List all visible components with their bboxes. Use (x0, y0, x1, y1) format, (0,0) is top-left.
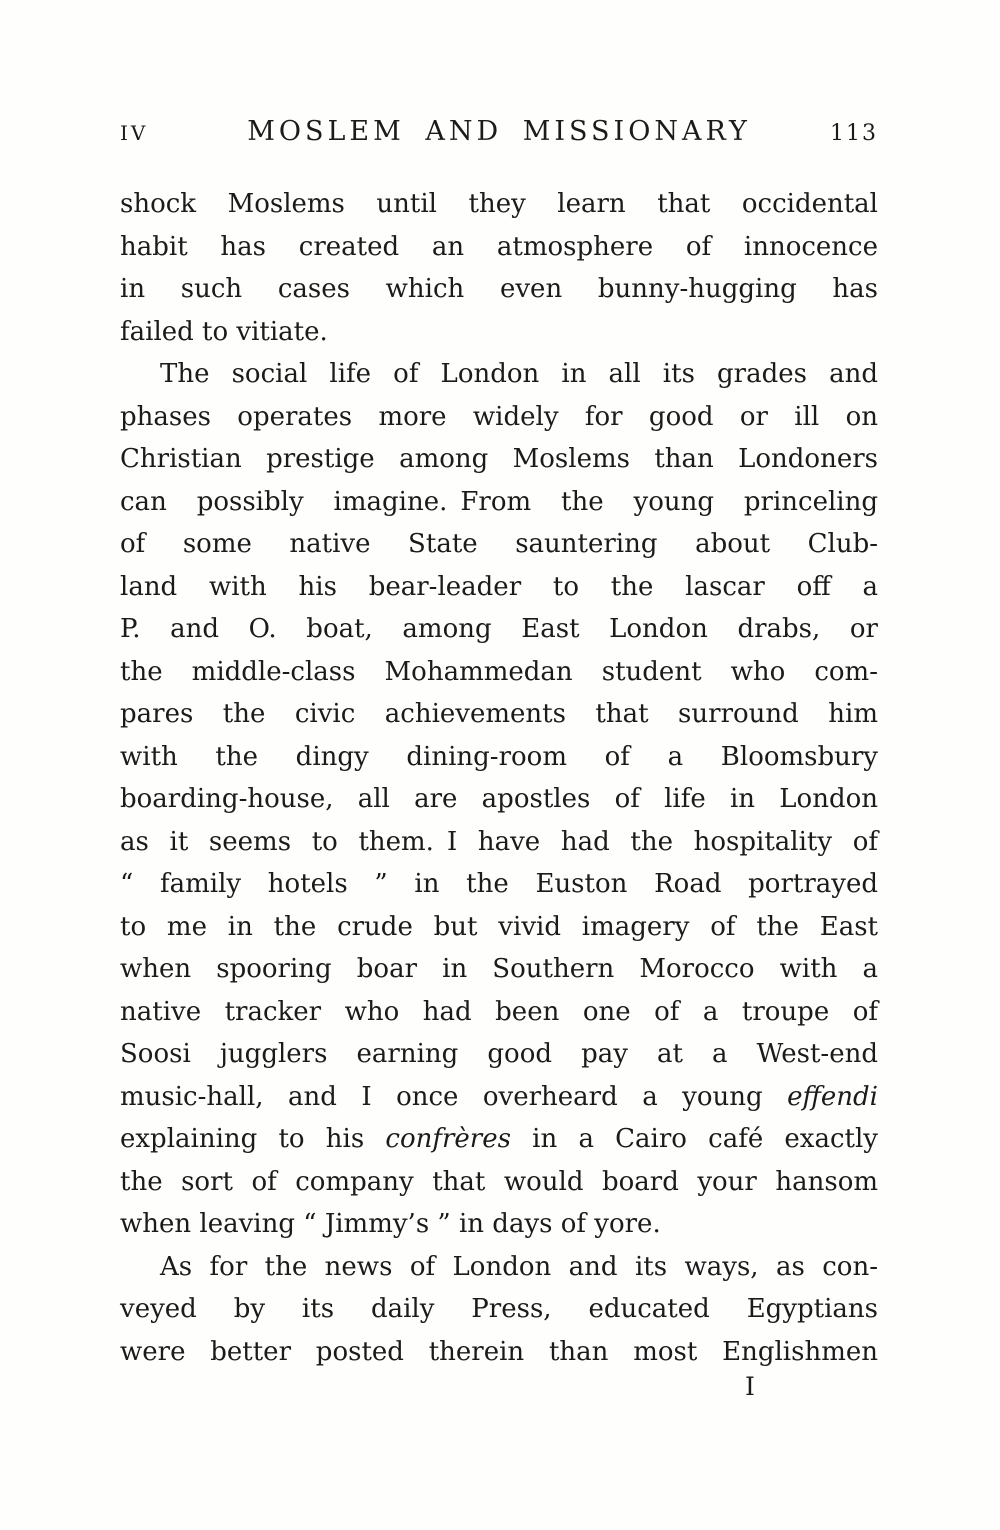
italic-text: confrères (385, 1124, 511, 1154)
text-segment: veyed by its daily Press, educated Egyptians (120, 1294, 878, 1324)
text-segment: native tracker who had been one of a troupe of (120, 996, 878, 1027)
text-line (120, 1076, 878, 1119)
text-segment: were better posted therein than most Englishmen (120, 1336, 878, 1367)
text-line (120, 481, 878, 524)
text-line (120, 863, 878, 906)
text-line (120, 566, 878, 609)
text-line (120, 523, 878, 566)
text-segment: As for the news of London and its ways, as con- (160, 1251, 878, 1282)
text-segment: explaining to his (120, 1124, 386, 1154)
text-line (120, 991, 878, 1034)
text-line (120, 1331, 878, 1374)
paragraph (120, 183, 878, 353)
text-segment: the middle-class Mohammedan student who com- (120, 656, 878, 687)
text-line (120, 948, 878, 991)
chapter-number: IV (120, 121, 149, 145)
text-line (120, 1033, 878, 1076)
text-line (120, 821, 878, 864)
text-segment: boarding-house, all are apostles of life in London (120, 784, 878, 814)
text-segment: when spooring boar in Southern Morocco with a (120, 954, 878, 984)
running-header (120, 116, 878, 147)
text-segment: Soosi jugglers earning good pay at a West-end (120, 1039, 878, 1069)
text-segment: pares the civic achievements that surround him (120, 699, 878, 729)
text-segment: the sort of company that would board your hansom (120, 1166, 878, 1197)
text-line (120, 1246, 878, 1289)
text-segment: P. and O. boat, among East London drabs, or (120, 614, 878, 644)
text-line (120, 353, 878, 396)
text-line (120, 311, 878, 354)
text-segment: to me in the crude but vivid imagery of the East (120, 911, 878, 942)
text-segment: as it seems to them. I have had the hospitality of (120, 826, 878, 857)
text-segment: with the dingy dining-room of a Bloomsbury (120, 741, 878, 772)
page-body (120, 183, 878, 1373)
text-segment: in a Cairo café exactly (510, 1124, 878, 1154)
text-segment: Christian prestige among Moslems than Londoners (120, 444, 878, 474)
paragraph (120, 353, 878, 1246)
text-line (120, 778, 878, 821)
text-line (120, 608, 878, 651)
page-number: 113 (830, 121, 878, 146)
text-segment: “ family hotels ” in the Euston Road portrayed (120, 869, 878, 899)
text-segment: in such cases which even bunny-hugging has (120, 274, 878, 304)
text-segment: land with his bear-leader to the lascar off a (120, 571, 878, 602)
text-segment: can possibly imagine. From the young princeling (120, 486, 878, 517)
text-line (120, 396, 878, 439)
text-line (120, 693, 878, 736)
paragraph (120, 1246, 878, 1374)
italic-text: effendi (787, 1081, 878, 1112)
text-line (120, 183, 878, 226)
text-line (120, 1203, 878, 1246)
text-line (120, 651, 878, 694)
text-line (120, 736, 878, 779)
text-segment: when leaving “ Jimmy’s ” in days of yore. (120, 1209, 661, 1239)
text-segment: phases operates more widely for good or ill on (120, 401, 878, 432)
text-segment: music-hall, and I once overheard a young (120, 1081, 788, 1112)
text-line (120, 226, 878, 269)
text-line (120, 1161, 878, 1204)
page-title: MOSLEM AND MISSIONARY (247, 116, 751, 147)
text-segment: The social life of London in all its grades and (160, 359, 878, 389)
printer-signature-mark: I (745, 1372, 755, 1401)
text-segment: of some native State sauntering about Club- (120, 529, 878, 559)
text-line (120, 268, 878, 311)
text-segment: habit has created an atmosphere of innocence (120, 231, 878, 262)
text-segment: shock Moslems until they learn that occidental (120, 189, 878, 219)
text-line (120, 438, 878, 481)
text-line (120, 1288, 878, 1331)
text-segment: failed to vitiate. (120, 316, 328, 347)
text-line (120, 906, 878, 949)
text-line (120, 1118, 878, 1161)
